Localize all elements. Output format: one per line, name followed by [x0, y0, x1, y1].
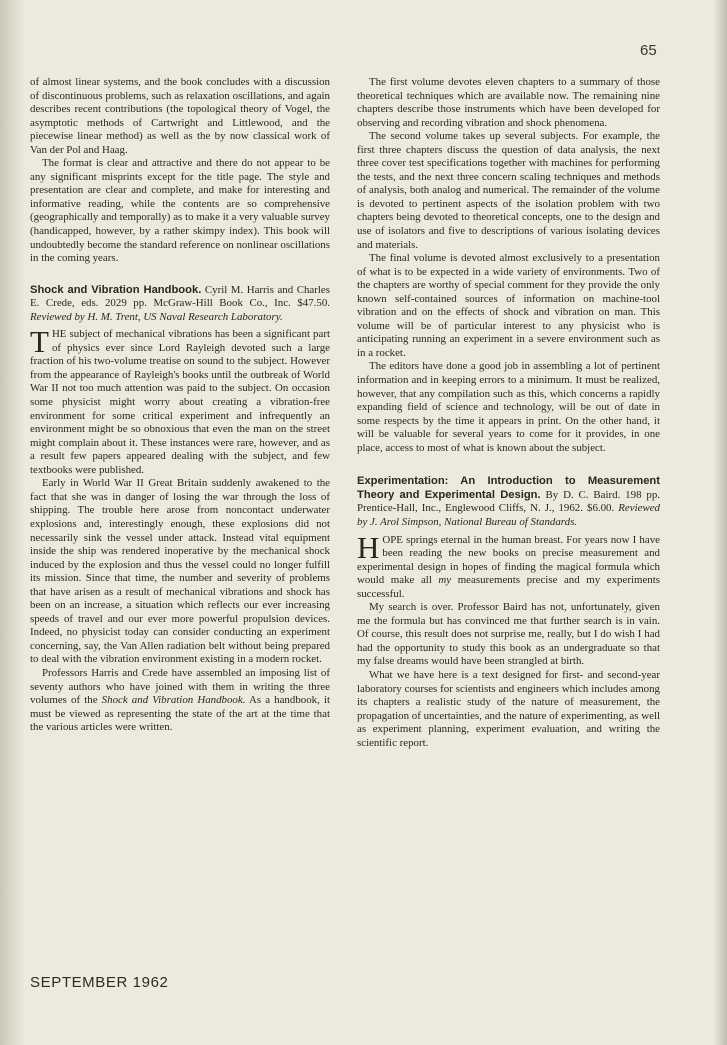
body-paragraph: What we have here is a text designed for first- and second-year laboratory courses for scientists and engineers which includes among its chapters a realistic study of the nature of measurement, the propagation of uncertainties, and the nature of experimenting, as well as experiment planning, experiment evaluation, and writing the scientific report. [357, 668, 660, 749]
issue-date-footer: SEPTEMBER 1962 [30, 974, 169, 991]
page-number: 65 [640, 42, 657, 59]
drop-cap: H [357, 529, 380, 565]
book-citation: By D. C. Baird. 198 pp. Prentice-Hall, Inc., Englewood Cliffs, N. J., 1962. $6.00. [357, 488, 660, 515]
body-paragraph: The editors have done a good job in assembling a lot of pertinent information and in keeping errors to a minimum. It must be realized, however, that any compilation such as this, which concerns a rapidly expanding field of science and technology, will be out of date in some respects by the time it appears in print. On the other hand, it will be valuable for several years to come for it provides, in one place, access to most of what is known about the subject. [357, 360, 660, 454]
page-edge-shadow [713, 0, 727, 1045]
page-binding-shadow [0, 0, 24, 1045]
review-first-paragraph: THE subject of mechanical vibrations has been a significant part of physics ever since Lord Rayleigh devoted such a large fraction of his two-volume treatise on sound to the subject. However from the appearance of Rayleigh's books until the outbreak of World War II not too much attention was paid to the subject. On occasion some physicist might worry about creating a vibration-free environment for some critical experiment and infrequently an environment might be so obnoxious that even the man on the street might complain about it. These instances were rare, however, and as a result few papers appeared dealing with the subject, and few textbooks were published. [30, 324, 330, 476]
review-heading-shock-vibration [30, 284, 330, 325]
book-citation: Cyril M. Harris and Charles E. Crede, eds. 2029 pp. McGraw-Hill Book Co., Inc. $47.50. [30, 283, 330, 310]
book-title: Shock and Vibration Handbook. [30, 283, 202, 296]
review-heading-experimentation [357, 475, 660, 529]
reviewer-credit: Reviewed by J. Arol Simpson, National Bureau of Standards. [357, 502, 660, 528]
drop-cap: T [30, 324, 49, 360]
body-paragraph: My search is over. Professor Baird has not, unfortunately, given me the formula but has convinced me that further search is in vain. Of course, this result does not surprise me, really, but I do wish I had had the opportunity to study this book as an undergraduate so that my false dreams would have been strangled at birth. [357, 601, 660, 668]
reviewer-credit: Reviewed by H. M. Trent, US Naval Research Laboratory. [30, 310, 283, 323]
body-paragraph: The format is clear and attractive and there do not appear to be any significant misprints except for the title page. The style and presentation are clear and complete, and make for interesting and informative reading, while the contents are so comprehensive (geographically and temporally) as to make it a very valuable survey (handicapped, however, by a rather skimpy index). This book will undoubtedly become the standard reference on nonlinear oscillations in the coming years. [30, 157, 330, 265]
body-paragraph: Professors Harris and Crede have assembled an imposing list of seventy authors who have joined with them in writing the three volumes of the Shock and Vibration Handbook. As a handbook, it must be viewed as representing the state of the art at the time that the various articles were written. [30, 666, 331, 734]
review-first-paragraph: HOPE springs eternal in the human breast. For years now I have been reading the new books on precise measurement and experimental design in hopes of finding the magical formula which would make all my measurements precise and my experiments successful. [357, 529, 660, 600]
body-paragraph: The final volume is devoted almost exclusively to a presentation of what is to be expected in a wide variety of environments. Two of the chapters are worthy of special comment for they provide the only known self-contained sources of information on machine-tool vibration and on the effects of shock and vibration on man. This volume will be of particular interest to any physicist who is anticipating running an experiment in a severe environment such as in a rocket. [357, 252, 660, 359]
left-column [30, 76, 330, 735]
body-paragraph: The first volume devotes eleven chapters to a summary of those theoretical techniques which are available now. The remaining nine chapters describe those instruments which have been developed for observing and recording vibration and shock phenomena. [357, 76, 660, 129]
right-column [357, 76, 660, 750]
body-paragraph: of almost linear systems, and the book concludes with a discussion of discontinuous problems, such as relaxation oscillations, and again describes recent contributions (the topological theory of Vogel, the asymptotic methods of Cartwright and Littlewood, and the piecewise linear method) as well as the by now classical work of Van der Pol and Haag. [30, 76, 330, 156]
body-paragraph: The second volume takes up several subjects. For example, the first three chapters discuss the question of data analysis, the next three cover test specifications together with machines for performing the tests, and the next three concern scaling techniques and methods of analysis, both analog and numerical. The remainder of the volume is devoted to pertinent aspects of the isolation problem with two chapters being devoted to theoretical concepts, one to the design and use of isolators and five to descriptions of various isolating devices and materials. [357, 130, 660, 251]
book-title: Experimentation: An Introduction to Measurement Theory and Experimental Design. [357, 475, 660, 501]
body-paragraph: Early in World War II Great Britain suddenly awakened to the fact that she was in danger of losing the war through the loss of shipping. The trouble here arose from noncontact underwater explosions and, interestingly enough, these explosions did not necessarily sink the vessel under attack. Instead vital equipment inside the ship was rendered inoperative by the mechanical shock induced by the explosion and thus the vessel could no longer fulfill its mission. Since that time, the number and severity of problems that have arisen as a result of mechanical vibrations and shock has been on an increase, a situation which reflects our ever increasing speeds of travel and our ever more powerful propulsion devices. Indeed, no physicist today can consider conducting an experiment concerning, say, the Van Allen radiation belt without being prepared to deal with the vibration environment existing in a modern rocket. [30, 477, 330, 666]
